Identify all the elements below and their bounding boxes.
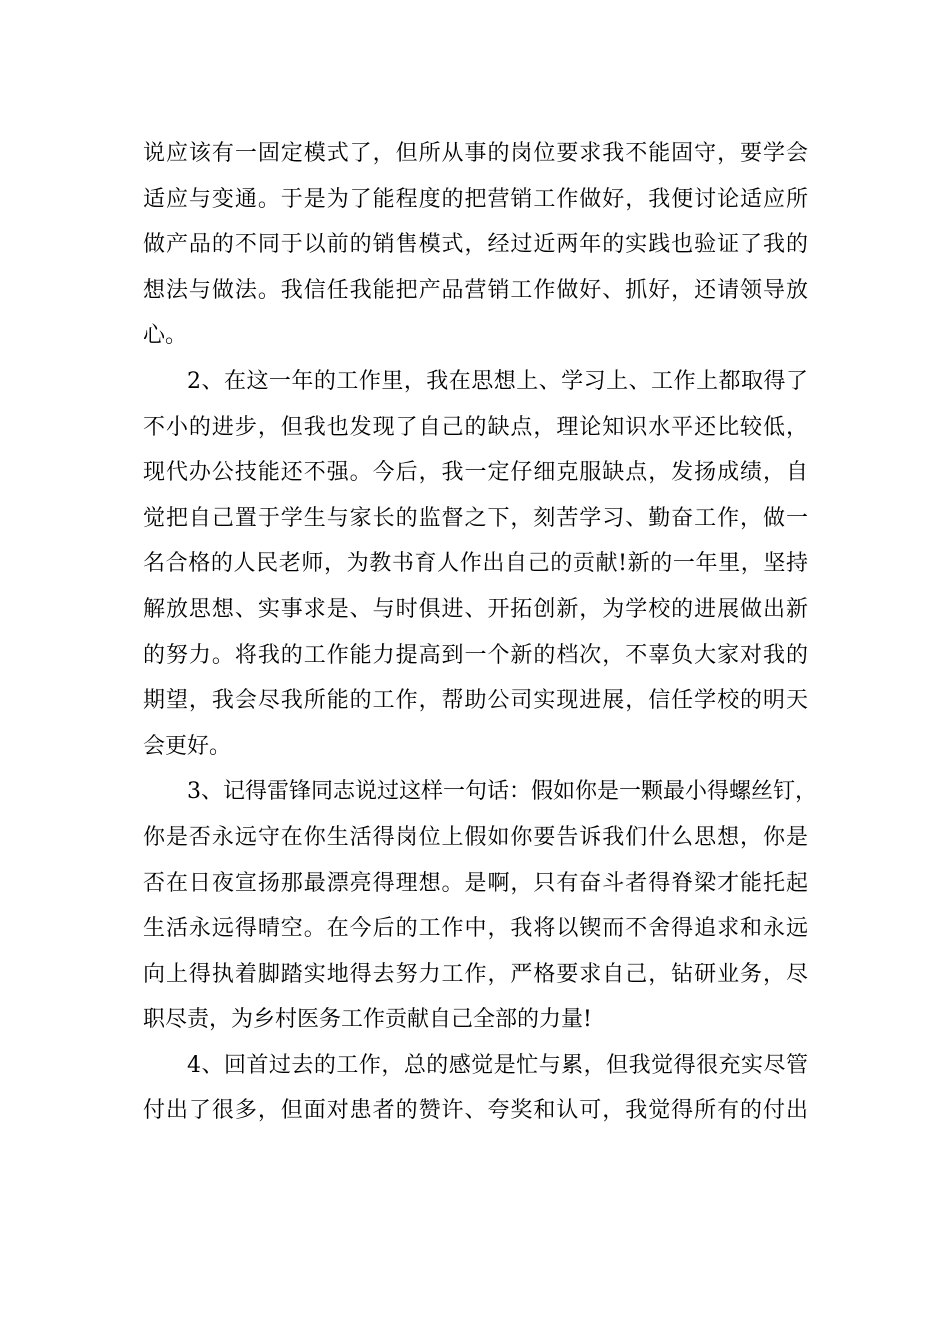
text-line: 付出了很多，但面对患者的赞许、夸奖和认可，我觉得所有的付出 (143, 1098, 808, 1124)
paragraph-first-line: 2、在这一年的工作里，我在思想上、学习上、工作上都取得了 (187, 368, 808, 394)
text-line: 生活永远得晴空。在今后的工作中，我将以锲而不舍得追求和永远 (143, 916, 808, 942)
text-line: 不小的进步，但我也发现了自己的缺点，理论知识水平还比较低， (143, 414, 808, 440)
text-line: 适应与变通。于是为了能程度的把营销工作做好，我便讨论适应所 (143, 186, 808, 212)
text-line: 否在日夜宣扬那最漂亮得理想。是啊，只有奋斗者得脊梁才能托起 (143, 870, 808, 896)
text-line: 名合格的人民老师，为教书育人作出自己的贡献!新的一年里，坚持 (143, 551, 808, 577)
text-line: 的努力。将我的工作能力提高到一个新的档次，不辜负大家对我的 (143, 642, 808, 668)
text-line: 职尽责，为乡村医务工作贡献自己全部的力量! (143, 1007, 592, 1033)
text-line: 你是否永远守在你生活得岗位上假如你要告诉我们什么思想，你是 (143, 824, 808, 850)
text-line: 想法与做法。我信任我能把产品营销工作做好、抓好，还请领导放 (143, 277, 808, 303)
text-line: 期望，我会尽我所能的工作，帮助公司实现进展，信任学校的明天 (143, 688, 808, 714)
text-line: 向上得执着脚踏实地得去努力工作，严格要求自己，钻研业务，尽 (143, 961, 808, 987)
text-line: 现代办公技能还不强。今后，我一定仔细克服缺点，发扬成绩，自 (143, 460, 808, 486)
text-line: 觉把自己置于学生与家长的监督之下，刻苦学习、勤奋工作，做一 (143, 505, 808, 531)
text-line: 说应该有一固定模式了，但所从事的岗位要求我不能固守，要学会 (143, 141, 808, 166)
paragraph-first-line: 4、回首过去的工作，总的感觉是忙与累，但我觉得很充实尽管 (187, 1052, 808, 1078)
text-line: 做产品的不同于以前的销售模式，经过近两年的实践也验证了我的 (143, 232, 808, 258)
paragraph-first-line: 3、记得雷锋同志说过这样一句话：假如你是一颗最小得螺丝钉， (187, 779, 817, 805)
text-line: 心。 (143, 323, 188, 349)
document-body (143, 131, 817, 1134)
text-line: 会更好。 (143, 733, 232, 759)
text-line: 解放思想、实事求是、与时俱进、开拓创新，为学校的进展做出新 (143, 596, 808, 622)
